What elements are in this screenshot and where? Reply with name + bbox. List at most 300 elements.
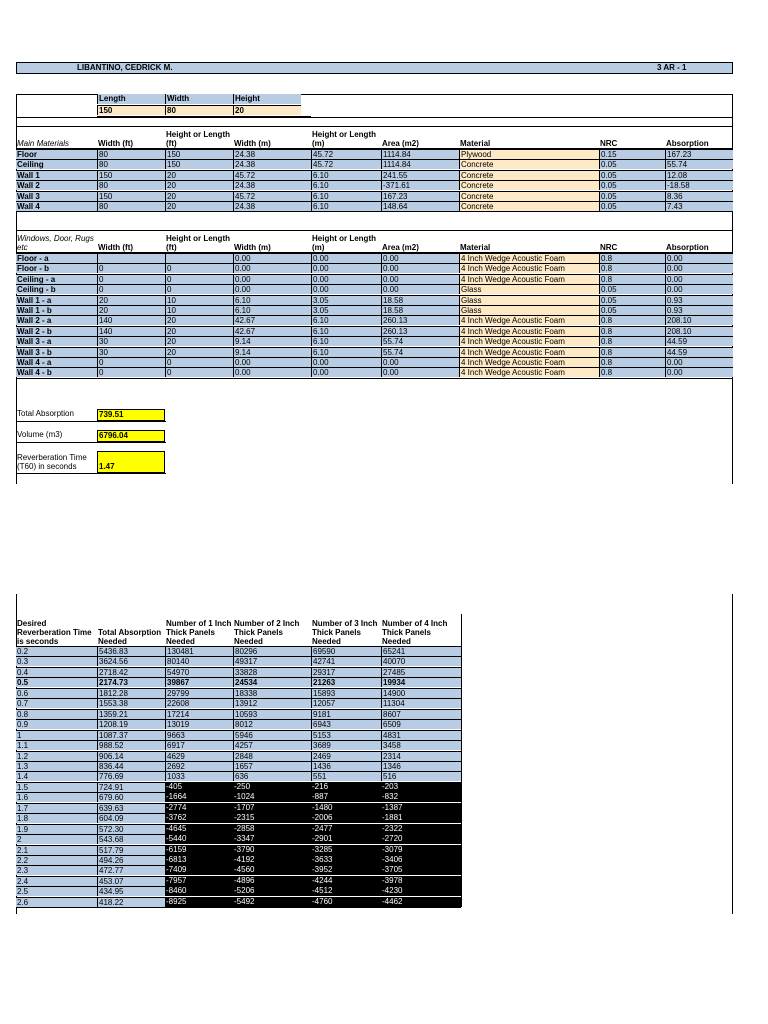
- panel-cell: 517.79: [97, 845, 165, 855]
- panel-cell: 516: [381, 771, 461, 781]
- panel-cell: 1.3: [16, 761, 97, 771]
- panel-cell: -6813: [165, 855, 233, 865]
- table-cell: 18.58: [381, 305, 459, 315]
- student-name: LIBANTINO, CEDRICK M.: [77, 63, 173, 72]
- panel-cell: -2006: [311, 813, 381, 823]
- : [16, 126, 733, 127]
- table-cell: 1114.84: [381, 149, 459, 159]
- panel-cell: 636: [233, 771, 311, 781]
- : [16, 378, 733, 379]
- panel-cell: 24534: [233, 677, 311, 687]
- table-cell: 0.05: [599, 284, 665, 294]
- table-cell: 6.10: [311, 170, 381, 180]
- panel-cell: 54970: [165, 667, 233, 677]
- table-cell: 0: [165, 263, 233, 273]
- table-cell: 0.00: [381, 274, 459, 284]
- table-cell: 0.00: [233, 357, 311, 367]
- : [461, 614, 462, 907]
- table-cell: 24.38: [233, 149, 311, 159]
- panel-cell: 453.07: [97, 876, 165, 886]
- row-label: Wall 1: [16, 170, 97, 180]
- panel-cell: -887: [311, 792, 381, 802]
- table-cell: 0.00: [665, 357, 733, 367]
- table-cell: 4 Inch Wedge Acoustic Foam: [459, 315, 599, 325]
- panel-cell: 0.6: [16, 688, 97, 698]
- panel-cell: -2315: [233, 813, 311, 823]
- table-cell: 0.00: [311, 274, 381, 284]
- total-absorption-value: 739.51: [97, 409, 165, 421]
- table-cell: 0.00: [233, 263, 311, 273]
- panel-cell: 1033: [165, 771, 233, 781]
- table-cell: 0.93: [665, 295, 733, 305]
- row-label: Wall 4 - a: [16, 357, 97, 367]
- dim-value: 20: [233, 105, 301, 115]
- panel-cell: 80140: [165, 656, 233, 666]
- panel-cell: 2848: [233, 751, 311, 761]
- panel-cell: 4257: [233, 740, 311, 750]
- panel-cell: 0.4: [16, 667, 97, 677]
- panel-cell: -4244: [311, 876, 381, 886]
- panel-cell: 40070: [381, 656, 461, 666]
- table-cell: 6.10: [311, 347, 381, 357]
- table-cell: 0.00: [233, 253, 311, 263]
- panel-cell: 1.5: [16, 782, 97, 792]
- panel-cell: -216: [311, 782, 381, 792]
- table-cell: 241.55: [381, 170, 459, 180]
- row-label: Ceiling - b: [16, 284, 97, 294]
- panel-cell: 2.6: [16, 897, 97, 907]
- dim-label: Height: [233, 94, 301, 104]
- table-cell: 20: [165, 170, 233, 180]
- panel-cell: 2469: [311, 751, 381, 761]
- panel-cell: 776.69: [97, 771, 165, 781]
- panel-cell: 472.77: [97, 865, 165, 875]
- table-cell: 0.00: [311, 253, 381, 263]
- table-cell: 20: [165, 326, 233, 336]
- panel-cell: 69590: [311, 646, 381, 656]
- panel-cell: 1346: [381, 761, 461, 771]
- panel-cell: 4629: [165, 751, 233, 761]
- panel-column-header: Number of 2 Inch Thick Panels Needed: [234, 619, 300, 646]
- panel-cell: 27485: [381, 667, 461, 677]
- panel-cell: 1.2: [16, 751, 97, 761]
- table-cell: 0: [97, 357, 165, 367]
- panel-column-header: Number of 4 Inch Thick Panels Needed: [382, 619, 448, 646]
- panel-cell: 0.2: [16, 646, 97, 656]
- panel-cell: 418.22: [97, 897, 165, 907]
- column-header: Width (ft): [98, 243, 134, 252]
- table-cell: 0: [97, 263, 165, 273]
- panel-cell: -1881: [381, 813, 461, 823]
- column-header: NRC: [600, 243, 618, 252]
- table-cell: 0: [165, 274, 233, 284]
- panel-cell: 604.09: [97, 813, 165, 823]
- panel-cell: 0.3: [16, 656, 97, 666]
- table-cell: 150: [165, 159, 233, 169]
- table-cell: 260.13: [381, 326, 459, 336]
- panel-cell: 1657: [233, 761, 311, 771]
- panel-cell: 9181: [311, 709, 381, 719]
- table-cell: 0.93: [665, 305, 733, 315]
- panel-cell: 6509: [381, 719, 461, 729]
- panel-cell: -2774: [165, 803, 233, 813]
- panel-cell: 5946: [233, 730, 311, 740]
- panel-cell: 42741: [311, 656, 381, 666]
- panel-cell: 1.9: [16, 824, 97, 834]
- panel-cell: -8925: [165, 897, 233, 907]
- table-cell: 0.00: [665, 263, 733, 273]
- panel-cell: -1387: [381, 803, 461, 813]
- header-bar: [16, 62, 733, 74]
- row-label: Wall 2 - a: [16, 315, 97, 325]
- table-cell: -18.58: [665, 180, 733, 190]
- table-cell: 3.05: [311, 305, 381, 315]
- panel-cell: -4645: [165, 824, 233, 834]
- row-label: Wall 4 - b: [16, 367, 97, 377]
- table-cell: 80: [97, 149, 165, 159]
- panel-column-header: Number of 1 Inch Thick Panels Needed: [166, 619, 232, 646]
- table-cell: 0.05: [599, 305, 665, 315]
- table-cell: 6.10: [311, 201, 381, 211]
- panel-cell: -4462: [381, 897, 461, 907]
- column-header: Main Materials: [17, 139, 70, 148]
- column-header: Absorption: [666, 139, 709, 148]
- table-cell: 0.05: [599, 191, 665, 201]
- panel-column-header: Total Absorption Needed: [98, 628, 162, 646]
- table-cell: 7.43: [665, 201, 733, 211]
- panel-cell: 29317: [311, 667, 381, 677]
- table-cell: 0.05: [599, 180, 665, 190]
- panel-cell: 19934: [381, 677, 461, 687]
- panel-cell: -1480: [311, 803, 381, 813]
- table-cell: Concrete: [459, 201, 599, 211]
- table-cell: Concrete: [459, 170, 599, 180]
- table-cell: 0.00: [381, 284, 459, 294]
- table-cell: 55.74: [381, 336, 459, 346]
- table-cell: 0.00: [665, 274, 733, 284]
- table-cell: 20: [97, 305, 165, 315]
- table-cell: 10: [165, 295, 233, 305]
- table-cell: 20: [165, 315, 233, 325]
- row-label: Wall 2 - b: [16, 326, 97, 336]
- panel-cell: 906.14: [97, 751, 165, 761]
- table-cell: Glass: [459, 284, 599, 294]
- panel-cell: -3079: [381, 845, 461, 855]
- table-cell: 45.72: [311, 159, 381, 169]
- column-header: Material: [460, 139, 491, 148]
- table-cell: Concrete: [459, 159, 599, 169]
- table-cell: Glass: [459, 295, 599, 305]
- panel-cell: 0.7: [16, 698, 97, 708]
- table-cell: 4 Inch Wedge Acoustic Foam: [459, 326, 599, 336]
- panel-cell: 2.3: [16, 865, 97, 875]
- table-cell: 0.8: [599, 315, 665, 325]
- panel-cell: 0.5: [16, 677, 97, 687]
- panel-cell: -4512: [311, 886, 381, 896]
- table-cell: 6.10: [311, 336, 381, 346]
- table-cell: 208.10: [665, 315, 733, 325]
- table-cell: 0.00: [311, 284, 381, 294]
- table-cell: 4 Inch Wedge Acoustic Foam: [459, 336, 599, 346]
- panel-cell: 49317: [233, 656, 311, 666]
- table-cell: 4 Inch Wedge Acoustic Foam: [459, 274, 599, 284]
- panel-cell: -5440: [165, 834, 233, 844]
- table-cell: 6.10: [311, 180, 381, 190]
- panel-cell: -832: [381, 792, 461, 802]
- table-cell: 10: [165, 305, 233, 315]
- panel-cell: 8607: [381, 709, 461, 719]
- table-cell: 0.8: [599, 274, 665, 284]
- panel-cell: -3347: [233, 834, 311, 844]
- table-cell: 140: [97, 326, 165, 336]
- table-cell: 9.14: [233, 336, 311, 346]
- table-cell: 150: [97, 170, 165, 180]
- table-cell: 0.00: [233, 274, 311, 284]
- panel-cell: -8460: [165, 886, 233, 896]
- row-label: Floor: [16, 149, 97, 159]
- table-cell: 42.67: [233, 315, 311, 325]
- table-cell: 18.58: [381, 295, 459, 305]
- panel-cell: -3285: [311, 845, 381, 855]
- panel-cell: -7957: [165, 876, 233, 886]
- row-label: Wall 1 - b: [16, 305, 97, 315]
- table-cell: 150: [165, 149, 233, 159]
- table-cell: 0.00: [311, 367, 381, 377]
- panel-column-header: Desired Reverberation Time is seconds: [17, 619, 92, 646]
- row-label: Wall 4: [16, 201, 97, 211]
- panel-cell: 22608: [165, 698, 233, 708]
- panel-cell: 13912: [233, 698, 311, 708]
- dim-label: Length: [97, 94, 165, 104]
- table-cell: 0: [97, 367, 165, 377]
- panel-cell: -5492: [233, 897, 311, 907]
- table-cell: 0.05: [599, 295, 665, 305]
- table-cell: 55.74: [665, 159, 733, 169]
- table-cell: 148.64: [381, 201, 459, 211]
- panel-cell: 18338: [233, 688, 311, 698]
- table-cell: 140: [97, 315, 165, 325]
- dim-value: 150: [97, 105, 165, 115]
- panel-cell: 11304: [381, 698, 461, 708]
- table-cell: 3.05: [311, 295, 381, 305]
- panel-cell: -3406: [381, 855, 461, 865]
- table-cell: [97, 253, 165, 263]
- table-cell: 20: [165, 180, 233, 190]
- column-header: Area (m2): [382, 243, 419, 252]
- panel-cell: 1087.37: [97, 730, 165, 740]
- panel-cell: 2314: [381, 751, 461, 761]
- column-header: Windows, Door, Rugs etc: [17, 234, 94, 252]
- panel-cell: 3458: [381, 740, 461, 750]
- panel-cell: 2174.73: [97, 677, 165, 687]
- panel-cell: 988.52: [97, 740, 165, 750]
- panel-column-header: Number of 3 Inch Thick Panels Needed: [312, 619, 378, 646]
- reverb-time-label: Reverberation Time (T60) in seconds: [17, 453, 87, 471]
- column-header: Width (ft): [98, 139, 134, 148]
- panel-cell: 1208.19: [97, 719, 165, 729]
- panel-cell: 1.7: [16, 803, 97, 813]
- panel-cell: 13019: [165, 719, 233, 729]
- column-header: Height or Length (m): [312, 130, 376, 148]
- table-cell: 0.8: [599, 336, 665, 346]
- table-cell: 0.00: [665, 253, 733, 263]
- panel-cell: -3978: [381, 876, 461, 886]
- table-cell: 0: [97, 284, 165, 294]
- row-label: Floor - a: [16, 253, 97, 263]
- panel-cell: 14900: [381, 688, 461, 698]
- table-cell: 6.10: [311, 315, 381, 325]
- panel-cell: 639.63: [97, 803, 165, 813]
- panel-cell: -3633: [311, 855, 381, 865]
- table-cell: -371.61: [381, 180, 459, 190]
- table-cell: 0: [165, 357, 233, 367]
- panel-cell: 1.8: [16, 813, 97, 823]
- table-cell: 20: [165, 201, 233, 211]
- panel-cell: -3705: [381, 865, 461, 875]
- panel-cell: -1707: [233, 803, 311, 813]
- table-cell: 4 Inch Wedge Acoustic Foam: [459, 253, 599, 263]
- table-cell: 44.59: [665, 347, 733, 357]
- panel-cell: 1.4: [16, 771, 97, 781]
- panel-cell: -5206: [233, 886, 311, 896]
- dim-label: Width: [165, 94, 233, 104]
- table-cell: 24.38: [233, 201, 311, 211]
- panel-cell: 2.1: [16, 845, 97, 855]
- table-cell: 0: [97, 274, 165, 284]
- table-cell: 80: [97, 201, 165, 211]
- table-cell: 0.8: [599, 263, 665, 273]
- panel-cell: 2718.42: [97, 667, 165, 677]
- row-label: Ceiling: [16, 159, 97, 169]
- table-cell: 0.00: [311, 263, 381, 273]
- row-label: Wall 3 - a: [16, 336, 97, 346]
- panel-cell: 10593: [233, 709, 311, 719]
- panel-cell: 17214: [165, 709, 233, 719]
- table-cell: 4 Inch Wedge Acoustic Foam: [459, 367, 599, 377]
- table-cell: 20: [165, 191, 233, 201]
- table-cell: 80: [97, 180, 165, 190]
- panel-cell: 551: [311, 771, 381, 781]
- panel-cell: 6943: [311, 719, 381, 729]
- : [16, 117, 733, 118]
- : [16, 230, 733, 231]
- column-header: Absorption: [666, 243, 709, 252]
- table-cell: 24.38: [233, 159, 311, 169]
- panel-cell: 434.95: [97, 886, 165, 896]
- table-cell: 0.8: [599, 367, 665, 377]
- panel-cell: 2.4: [16, 876, 97, 886]
- panel-cell: -250: [233, 782, 311, 792]
- table-cell: 0.00: [381, 367, 459, 377]
- table-cell: 45.72: [233, 191, 311, 201]
- table-cell: 8.36: [665, 191, 733, 201]
- table-cell: 6.10: [311, 326, 381, 336]
- table-cell: 208.10: [665, 326, 733, 336]
- table-cell: 55.74: [381, 347, 459, 357]
- panel-cell: -1024: [233, 792, 311, 802]
- panel-cell: 9663: [165, 730, 233, 740]
- table-cell: 0.00: [311, 357, 381, 367]
- table-cell: 260.13: [381, 315, 459, 325]
- column-header: Width (m): [234, 139, 271, 148]
- table-cell: 30: [97, 347, 165, 357]
- panel-cell: -6159: [165, 845, 233, 855]
- table-cell: Plywood: [459, 149, 599, 159]
- panel-cell: -2901: [311, 834, 381, 844]
- panel-cell: 8012: [233, 719, 311, 729]
- table-cell: 42.67: [233, 326, 311, 336]
- table-cell: 6.10: [233, 305, 311, 315]
- table-cell: 0.15: [599, 149, 665, 159]
- panel-cell: -2858: [233, 824, 311, 834]
- panel-cell: -4760: [311, 897, 381, 907]
- table-cell: 0.00: [381, 357, 459, 367]
- panel-cell: 15893: [311, 688, 381, 698]
- table-cell: 0.05: [599, 170, 665, 180]
- table-cell: 0.00: [665, 284, 733, 294]
- panel-cell: -4192: [233, 855, 311, 865]
- row-label: Wall 2: [16, 180, 97, 190]
- row-label: Wall 3: [16, 191, 97, 201]
- panel-cell: 1.1: [16, 740, 97, 750]
- panel-cell: -4560: [233, 865, 311, 875]
- table-cell: 4 Inch Wedge Acoustic Foam: [459, 357, 599, 367]
- table-cell: 167.23: [665, 149, 733, 159]
- table-cell: 0.00: [233, 367, 311, 377]
- table-cell: 12.08: [665, 170, 733, 180]
- column-header: Height or Length (m): [312, 234, 376, 252]
- panel-cell: 1553.38: [97, 698, 165, 708]
- panel-cell: 1436: [311, 761, 381, 771]
- panel-cell: 80296: [233, 646, 311, 656]
- table-cell: 0.05: [599, 159, 665, 169]
- panel-cell: 5436.83: [97, 646, 165, 656]
- panel-cell: -1664: [165, 792, 233, 802]
- table-cell: 0.00: [381, 253, 459, 263]
- table-cell: 0.00: [665, 367, 733, 377]
- panel-cell: 1.6: [16, 792, 97, 802]
- volume-label: Volume (m3): [17, 430, 63, 439]
- panel-cell: 5153: [311, 730, 381, 740]
- panel-cell: -4896: [233, 876, 311, 886]
- panel-cell: 724.91: [97, 782, 165, 792]
- panel-cell: 494.26: [97, 855, 165, 865]
- table-cell: Glass: [459, 305, 599, 315]
- panel-cell: -2477: [311, 824, 381, 834]
- section-label: 3 AR - 1: [657, 63, 687, 72]
- panel-cell: 33828: [233, 667, 311, 677]
- panel-cell: -4230: [381, 886, 461, 896]
- panel-cell: 0.9: [16, 719, 97, 729]
- table-cell: [165, 253, 233, 263]
- column-header: Material: [460, 243, 491, 252]
- table-cell: 0.8: [599, 326, 665, 336]
- table-cell: 9.14: [233, 347, 311, 357]
- table-cell: 45.72: [233, 170, 311, 180]
- table-cell: 0.00: [381, 263, 459, 273]
- : [16, 907, 461, 908]
- table-cell: 0.8: [599, 253, 665, 263]
- panel-cell: 2: [16, 834, 97, 844]
- panel-cell: 1359.21: [97, 709, 165, 719]
- table-cell: 20: [97, 295, 165, 305]
- panel-cell: 3624.56: [97, 656, 165, 666]
- table-cell: 30: [97, 336, 165, 346]
- reverb-time-value: 1.47: [97, 451, 165, 473]
- table-cell: 45.72: [311, 149, 381, 159]
- table-cell: 1114.84: [381, 159, 459, 169]
- volume-value: 6796.04: [97, 430, 165, 442]
